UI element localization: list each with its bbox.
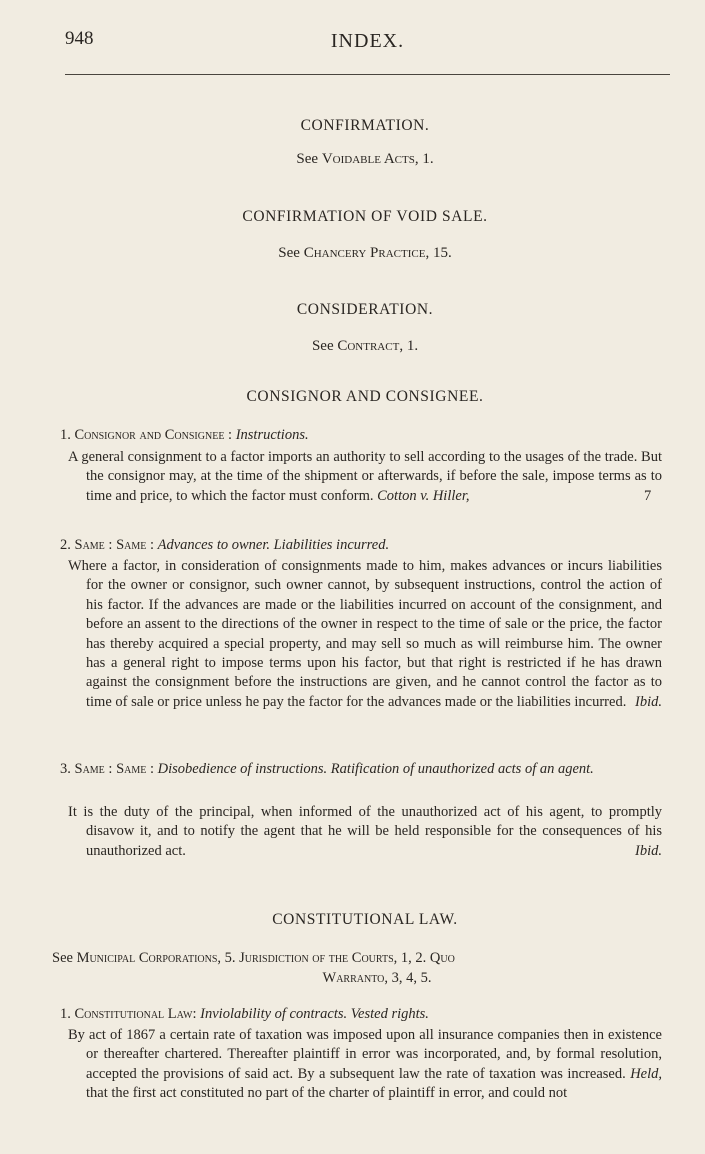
heading-consideration: CONSIDERATION. xyxy=(296,301,434,318)
page-number: 948 xyxy=(65,28,94,49)
entry-body-3: It is the duty of the principal, when informed of the unauthorized act of his agent, to promptly disavow it, and to notify the agent that he will be held responsible for the consequences of his unauthorized act. Ibid. xyxy=(86,803,662,861)
see-also-confirmation: See Voidable Acts, 1. xyxy=(296,151,434,167)
entry-body-1: A general consignment to a factor imports an authority to sell according to the usages of the trade. But the consignor may, at the time of the shipment or afterwards, if before the sale, impose terms as to time and price, to which the factor must conform. Cotton v. Hiller, 7 xyxy=(68,449,662,504)
see-also-consideration: See Contract, 1. xyxy=(311,338,419,354)
heading-confirmation: CONFIRMATION. xyxy=(300,117,430,134)
entry-body-constitutional-1: By act of 1867 a certain rate of taxation was imposed upon all insurance companies then in existence or thereafter chartered. Thereafter plaintiff in error was incorporated, and, by formal resolution, accepted the provisions of said act. By a subsequent law the rate of taxation was increased. Held, that the first act constituted no part of the charter of plaintiff in error, and could not xyxy=(68,1027,662,1102)
heading-constitutional-law: CONSTITUTIONAL LAW. xyxy=(272,911,458,928)
entry-heading-1: 1. Consignor and Consignee : Instructions. xyxy=(60,427,309,443)
header-rule xyxy=(65,74,670,75)
entry-heading-3: 3. Same : Same : Disobedience of instructions. Ratification of unauthorized acts of an agent. xyxy=(60,761,594,777)
entry-body-2: Where a factor, in consideration of consignments made to him, makes advances or incurs liabilities for the owner or consignor, such owner cannot, by subsequent instructions, control the action of his factor. If the advances are made or the liabilities incurred on account of the consignment, and before an assent to the directions of the owner in respect to the time of sale or the price, the factor has thereby acquired a special property, and may sell so much as will reimburse him. The owner has a general right to impose terms upon his factor, but that right is restricted if he has drawn against the consignment before the instructions are given, and he cannot control the factor as to time of sale or price unless he pay the factor for the advances made or the liabilities incurred. Ibid. xyxy=(86,557,662,712)
ibid-citation: Ibid. xyxy=(635,842,662,859)
entry-heading-constitutional-1: 1. Constitutional Law: Inviolability of contracts. Vested rights. xyxy=(60,1006,429,1022)
case-citation: Cotton v. Hiller, xyxy=(377,487,470,504)
running-title: INDEX. xyxy=(330,30,405,52)
page-header xyxy=(0,28,705,58)
ibid-citation: Ibid. xyxy=(635,693,662,710)
heading-consignor-consignee: CONSIGNOR AND CONSIGNEE. xyxy=(246,388,484,405)
see-also-confirmation-void-sale: See Chancery Practice, 15. xyxy=(278,245,452,261)
see-also-constitutional-law: See Municipal Corporations, 5. Jurisdiction of the Courts, 1, 2. Quo Warranto, 3, 4, 5. xyxy=(52,950,455,986)
entry-heading-2: 2. Same : Same : Advances to owner. Liabilities incurred. xyxy=(60,537,390,553)
heading-confirmation-void-sale: CONFIRMATION OF VOID SALE. xyxy=(242,208,488,225)
